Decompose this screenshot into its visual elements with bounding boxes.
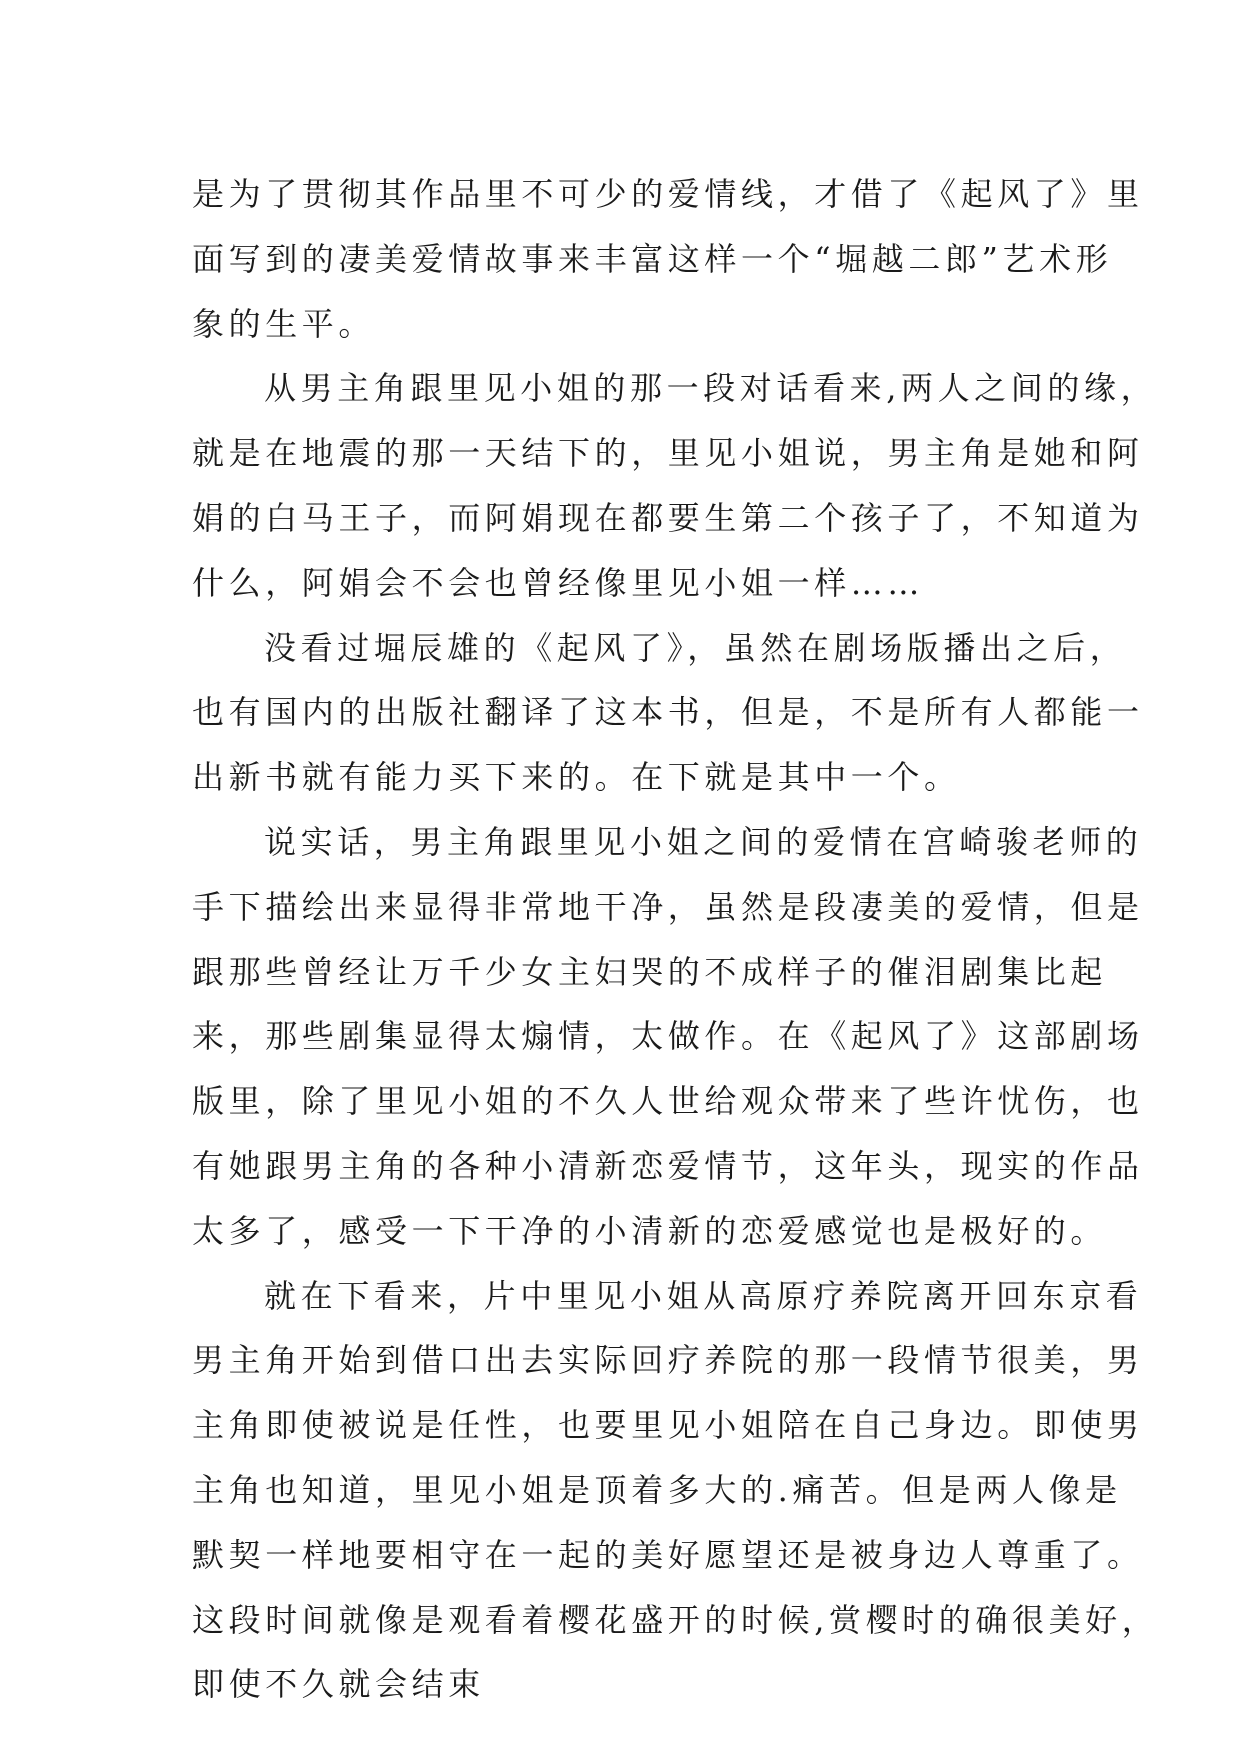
text-line: 象的生平。 (192, 304, 376, 343)
text-line: 也有国内的出版社翻译了这本书，但是，不是所有人都能一 (192, 693, 1144, 732)
text-line: 就是在地震的那一天结下的，里见小姐说，男主角是她和阿 (192, 434, 1144, 473)
paragraph-first-line: 说实话，男主角跟里见小姐之间的爱情在宫崎骏老师的 (264, 822, 1143, 861)
text-line: 太多了，感受一下干净的小清新的恋爱感觉也是极好的。 (192, 1211, 1108, 1250)
text-line: 娟的白马王子，而阿娟现在都要生第二个孩子了，不知道为 (192, 498, 1144, 537)
text-line: 来，那些剧集显得太煽情，太做作。在《起风了》这部剧场 (192, 1017, 1144, 1056)
text-line: 手下描绘出来显得非常地干净，虽然是段凄美的爱情，但是 (192, 887, 1144, 926)
text-line: 面写到的凄美爱情故事来丰富这样一个“堀越二郎”艺术形 (192, 239, 1113, 278)
text-line: 有她跟男主角的各种小清新恋爱情节，这年头，现实的作品 (192, 1146, 1144, 1185)
text-line: 即使不久就会结束 (192, 1665, 485, 1704)
text-line: 是为了贯彻其作品里不可少的爱情线，才借了《起风了》里 (192, 175, 1144, 213)
text-line: 主角即使被说是任性，也要里见小姐陪在自己身边。即使男 (192, 1406, 1144, 1445)
paragraph-first-line: 从男主角跟里见小姐的那一段对话看来,两人之间的缘， (264, 369, 1158, 408)
text-line: 什么，阿娟会不会也曾经像里见小姐一样…… (192, 563, 925, 602)
body-text (192, 162, 1159, 1717)
text-line: 默契一样地要相守在一起的美好愿望还是被身边人尊重了。 (192, 1535, 1144, 1574)
text-line: 男主角开始到借口出去实际回疗养院的那一段情节很美，男 (192, 1341, 1144, 1380)
text-line: 这段时间就像是观看着樱花盛开的时候,赏樱时的确很美好， (192, 1600, 1159, 1639)
paragraph-first-line: 没看过堀辰雄的《起风了》，虽然在剧场版播出之后， (264, 628, 1127, 667)
text-line: 跟那些曾经让万千少女主妇哭的不成样子的催泪剧集比起 (192, 952, 1108, 991)
paragraph-first-line: 就在下看来，片中里见小姐从高原疗养院离开回东京看 (264, 1276, 1143, 1315)
text-line: 出新书就有能力买下来的。在下就是其中一个。 (192, 758, 961, 797)
text-line: 主角也知道，里见小姐是顶着多大的.痛苦。但是两人像是 (192, 1470, 1122, 1509)
text-line: 版里，除了里见小姐的不久人世给观众带来了些许忧伤，也 (192, 1082, 1144, 1121)
